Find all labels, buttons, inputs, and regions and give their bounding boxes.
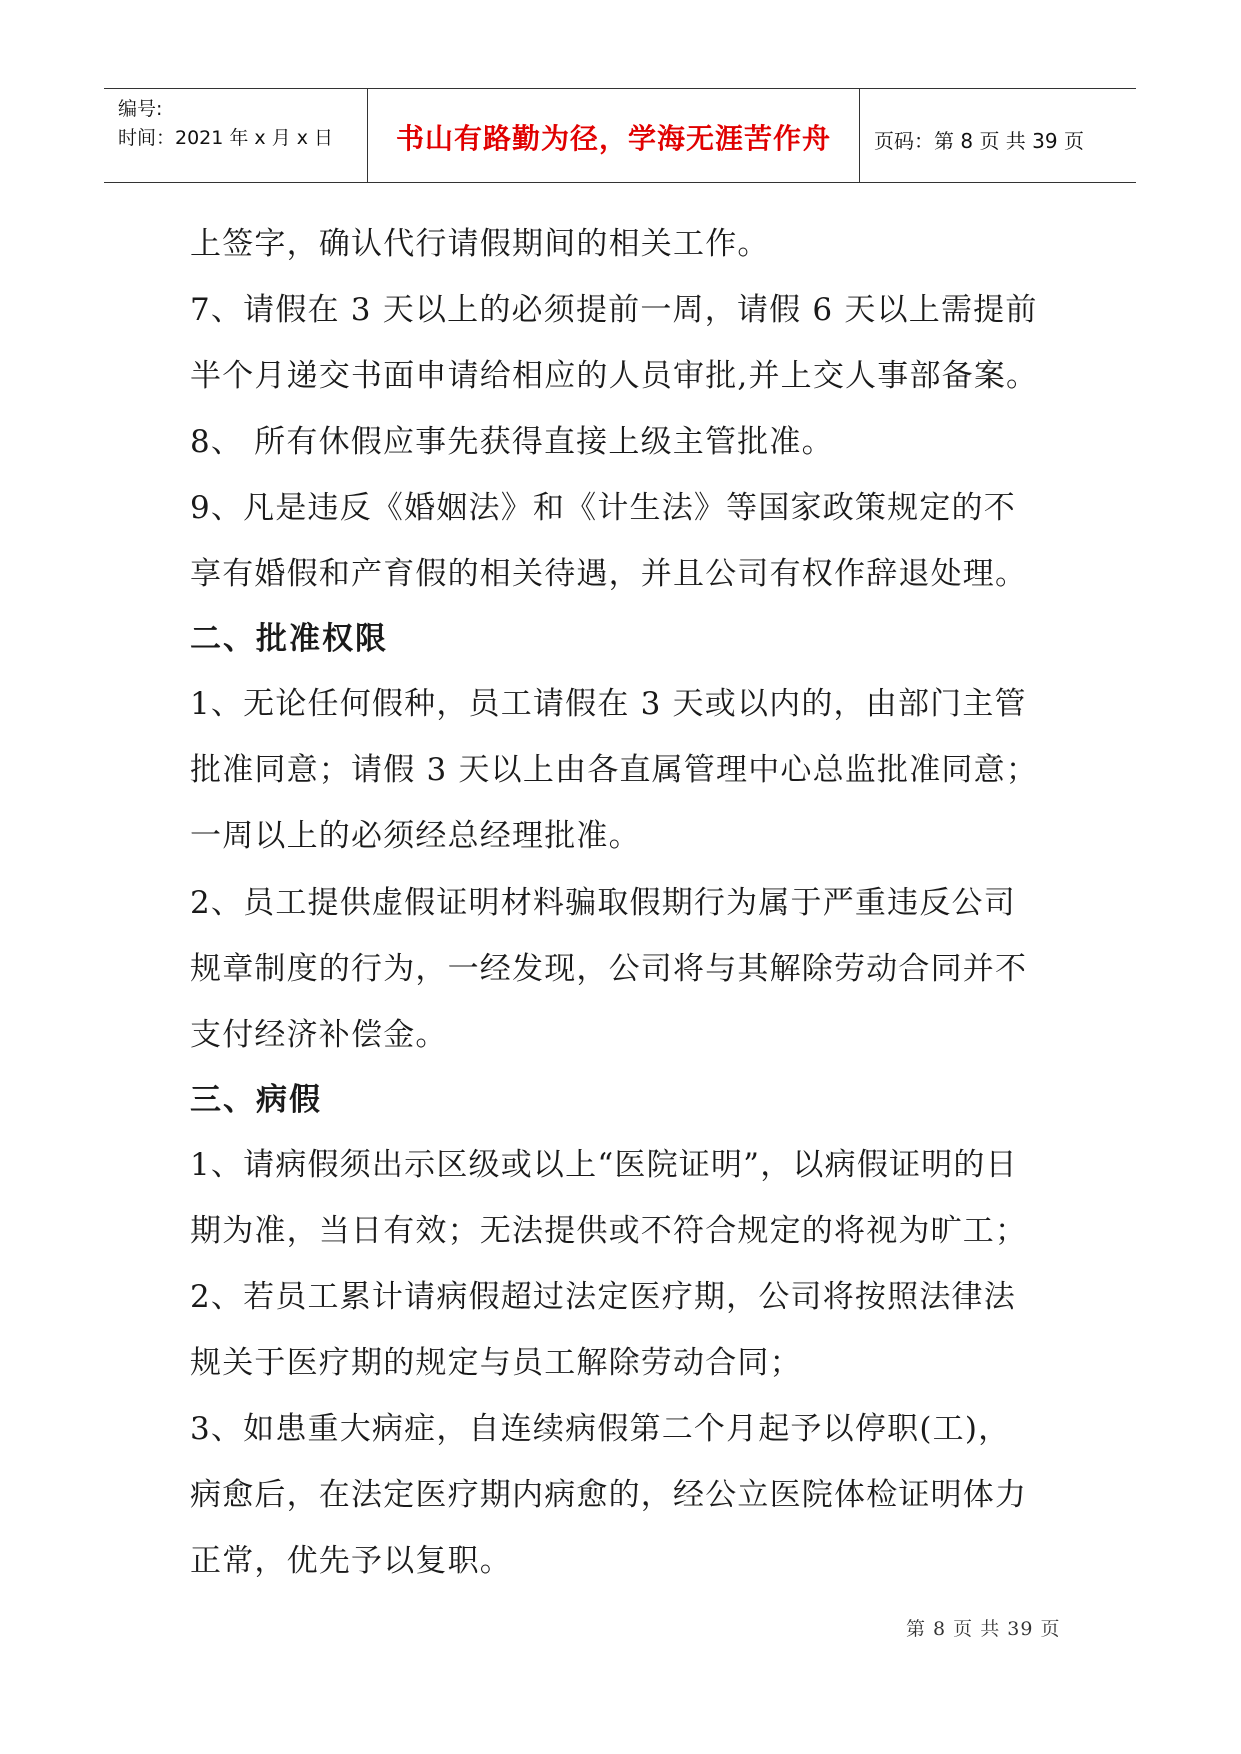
body-line: 1、请病假须出示区级或以上“医院证明”，以病假证明的日 <box>190 1147 1018 1183</box>
header-page-cell <box>860 89 1136 182</box>
body-line: 批准同意；请假 3 天以上由各直属管理中心总监批准同意； <box>190 752 1039 788</box>
header-motto-cell <box>368 89 860 182</box>
body-line: 享有婚假和产育假的相关待遇，并且公司有权作辞退处理。 <box>190 556 1028 592</box>
body-line: 期为准，当日有效；无法提供或不符合规定的将视为旷工； <box>190 1213 1028 1249</box>
body-line: 支付经济补偿金。 <box>190 1017 448 1053</box>
motto-text: 书山有路勤为径，学海无涯苦作舟 <box>395 122 831 155</box>
body-line: 7、请假在 3 天以上的必须提前一周，请假 6 天以上需提前 <box>190 292 1038 328</box>
header-meta-cell <box>104 89 368 182</box>
body-line: 1、无论任何假种，员工请假在 3 天或以内的，由部门主管 <box>190 686 1027 722</box>
body-line: 9、凡是违反《婚姻法》和《计生法》等国家政策规定的不 <box>190 490 1016 526</box>
body-line: 上签字，确认代行请假期间的相关工作。 <box>190 226 770 262</box>
body-line: 2、若员工累计请病假超过法定医疗期，公司将按照法律法 <box>190 1279 1016 1315</box>
section-heading: 二、批准权限 <box>190 621 388 657</box>
body-line: 正常，优先予以复职。 <box>190 1543 512 1579</box>
body-line: 2、员工提供虚假证明材料骗取假期行为属于严重违反公司 <box>190 885 1016 921</box>
body-line: 半个月递交书面申请给相应的人员审批,并上交人事部备案。 <box>190 358 1039 394</box>
body-line: 病愈后，在法定医疗期内病愈的，经公立医院体检证明体力 <box>190 1477 1028 1513</box>
body-line: 规章制度的行为，一经发现，公司将与其解除劳动合同并不 <box>190 951 1028 987</box>
document-number-label: 编号: <box>118 98 163 120</box>
body-line: 8、 所有休假应事先获得直接上级主管批准。 <box>190 424 834 460</box>
header-page-info: 页码：第 8 页 共 39 页 <box>874 129 1084 153</box>
page-header <box>104 88 1136 183</box>
section-heading: 三、病假 <box>190 1082 322 1118</box>
document-date-label: 时间：2021 年 x 月 x 日 <box>118 127 334 149</box>
body-line: 规关于医疗期的规定与员工解除劳动合同； <box>190 1345 802 1381</box>
body-line: 3、如患重大病症，自连续病假第二个月起予以停职(工)， <box>190 1411 1011 1447</box>
page-footer: 第 8 页 共 39 页 <box>906 1618 1061 1640</box>
body-line: 一周以上的必须经总经理批准。 <box>190 818 641 854</box>
